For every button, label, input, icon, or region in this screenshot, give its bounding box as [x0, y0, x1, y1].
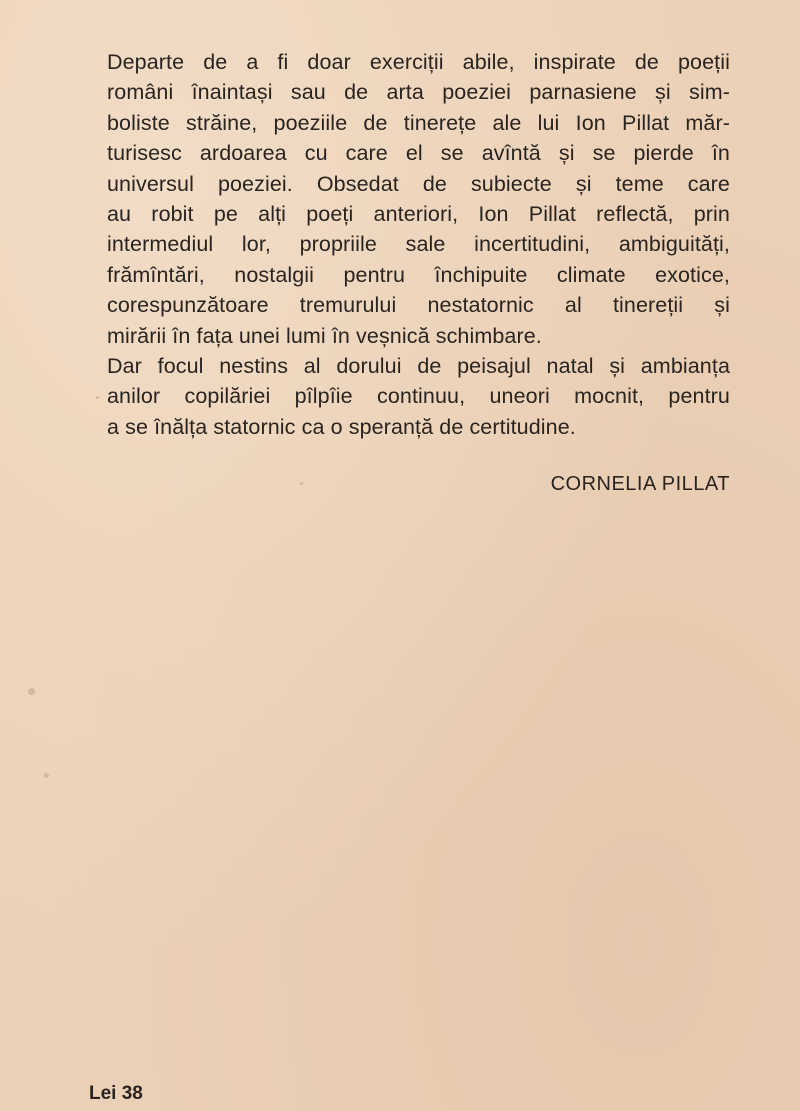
text-line: turisesc ardoarea cu care el se avîntă și se pierde în — [107, 141, 730, 166]
text-line: Dar focul nestins al dorului de peisajul natal și ambianța — [107, 353, 730, 378]
author-signature: CORNELIA PILLAT — [550, 473, 730, 495]
text-line: a se înălța statornic ca o speranță de certitudine. — [107, 414, 576, 439]
text-line: frămîntări, nostalgii pentru închipuite climate exotice, — [107, 262, 730, 287]
text-line: corespunzătoare tremurului nestatornic al tinereții și — [107, 293, 730, 318]
price-label: Lei 38 — [89, 1083, 143, 1104]
text-line: anilor copilăriei pîlpîie continuu, uneori mocnit, pentru — [107, 384, 730, 409]
text-line: boliste străine, poeziile de tinerețe ale lui Ion Pillat măr- — [107, 110, 730, 135]
paper-speck — [44, 773, 49, 778]
text-line: Departe de a fi doar exerciții abile, inspirate de poeții — [107, 50, 730, 74]
text-line: au robit pe alți poeți anteriori, Ion Pillat reflectă, prin — [107, 201, 730, 226]
text-line: români înaintași sau de arta poeziei parnasiene și sim- — [107, 80, 730, 105]
foreword-text — [107, 47, 730, 442]
paper-speck — [96, 396, 99, 399]
text-line: mirării în fața unei lumi în veșnică schimbare. — [107, 323, 542, 348]
text-line: intermediul lor, propriile sale incertitudini, ambiguități, — [107, 232, 730, 257]
paper-speck — [28, 688, 35, 695]
paper-speck — [300, 482, 303, 485]
text-line: universul poeziei. Obsedat de subiecte și teme care — [107, 171, 730, 196]
